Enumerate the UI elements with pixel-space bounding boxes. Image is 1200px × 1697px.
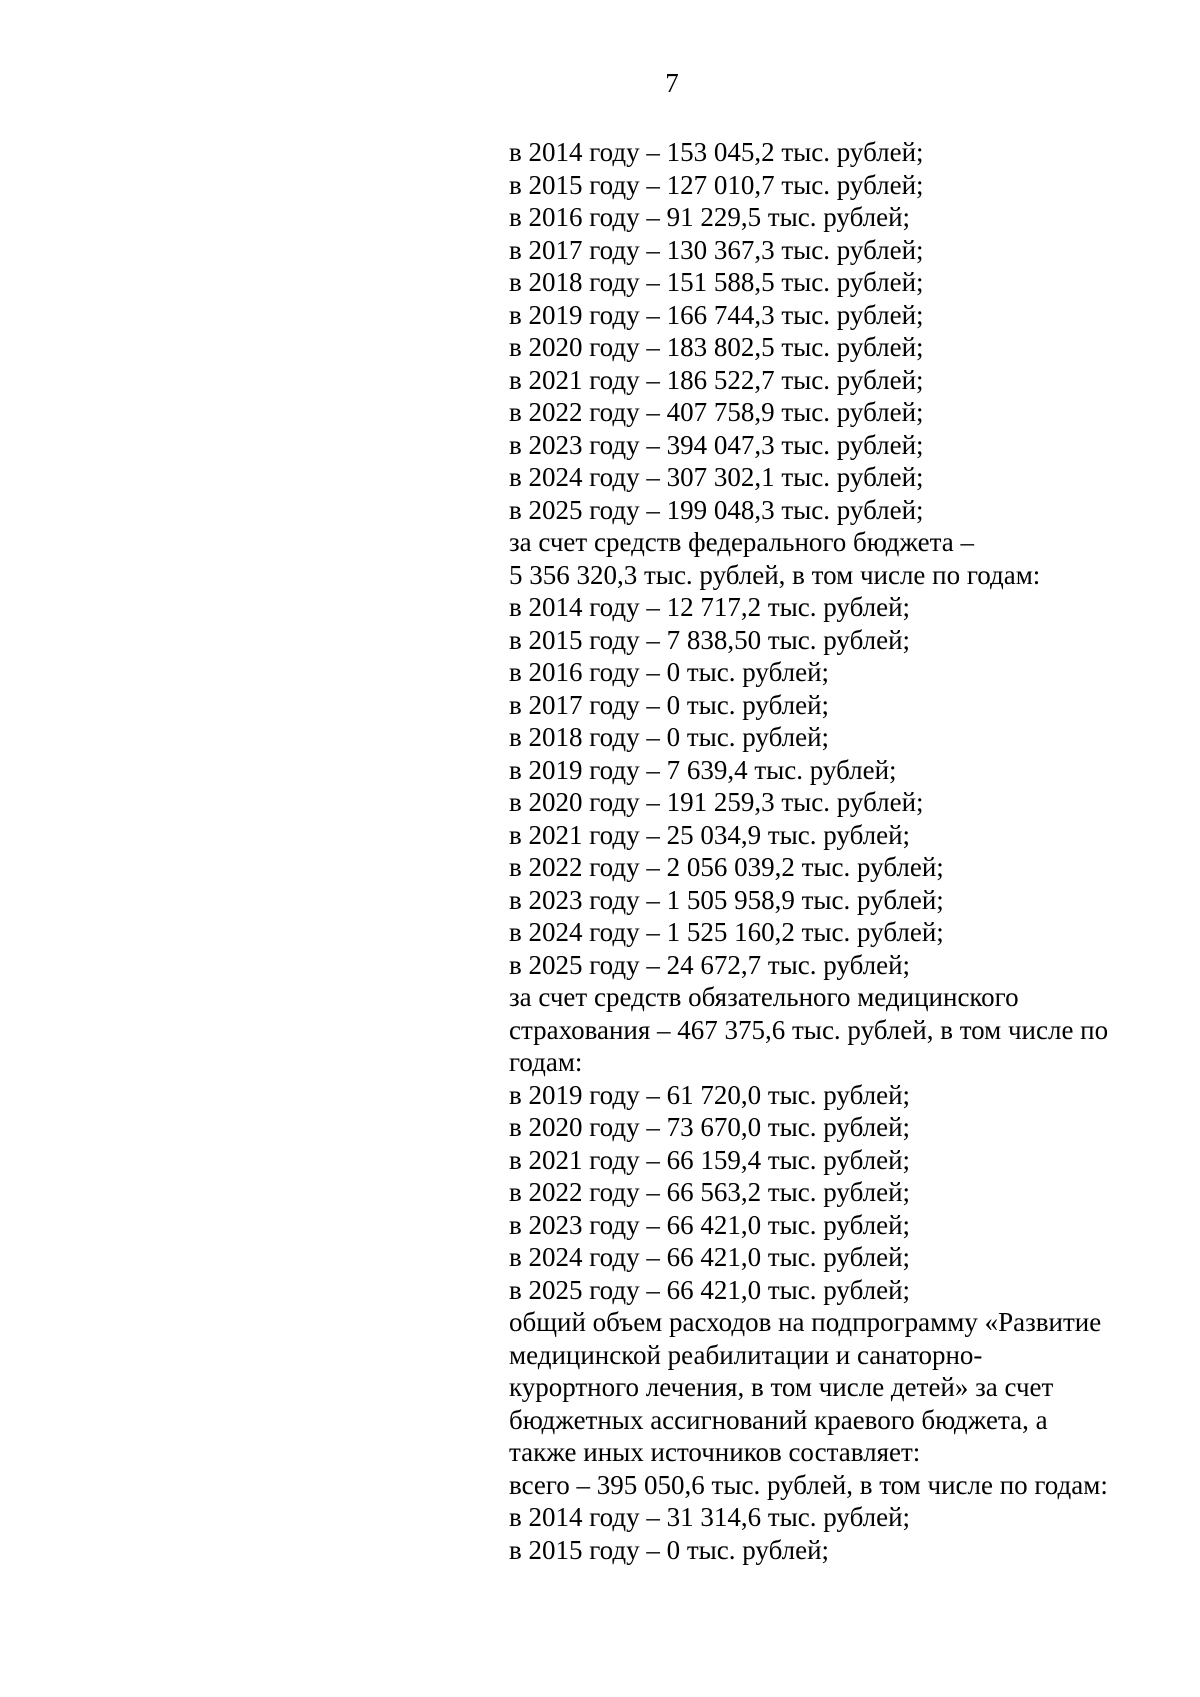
text-line: в 2019 году – 166 744,3 тыс. рублей; — [509, 299, 924, 330]
text-line: в 2022 году – 2 056 039,2 тыс. рублей; — [509, 852, 944, 882]
text-line: в 2020 году – 183 802,5 тыс. рублей; — [509, 332, 924, 362]
text-line: 5 356 320,3 тыс. рублей, в том числе по годам: — [509, 559, 1041, 590]
text-line: в 2021 году – 25 034,9 тыс. рублей; — [509, 819, 911, 850]
text-line: за счет средств обязательного медицинского — [509, 982, 1019, 1012]
text-line: в 2023 году – 1 505 958,9 тыс. рублей; — [509, 884, 944, 915]
text-line: в 2022 году – 407 758,9 тыс. рублей; — [509, 397, 924, 427]
text-line: курортного лечения, в том числе детей» за счет — [509, 1372, 1054, 1402]
text-line: в 2024 году – 66 421,0 тыс. рублей; — [509, 1242, 911, 1272]
text-line: в 2020 году – 191 259,3 тыс. рублей; — [509, 787, 924, 817]
text-line: в 2018 году – 151 588,5 тыс. рублей; — [509, 267, 924, 297]
text-line: в 2024 году – 1 525 160,2 тыс. рублей; — [509, 917, 944, 947]
text-line: общий объем расходов на подпрограмму «Развитие — [509, 1307, 1102, 1337]
text-line: в 2016 году – 91 229,5 тыс. рублей; — [509, 202, 911, 232]
page-number: 7 — [665, 68, 679, 98]
text-line: в 2025 году – 199 048,3 тыс. рублей; — [509, 494, 924, 525]
text-line: в 2023 году – 66 421,0 тыс. рублей; — [509, 1209, 911, 1240]
text-line: в 2014 году – 31 314,6 тыс. рублей; — [509, 1502, 911, 1532]
text-line: в 2022 году – 66 563,2 тыс. рублей; — [509, 1177, 911, 1207]
text-line: всего – 395 050,6 тыс. рублей, в том числе по годам: — [509, 1469, 1108, 1500]
text-line: страхования – 467 375,6 тыс. рублей, в том числе по — [509, 1014, 1109, 1045]
text-line: в 2015 году – 0 тыс. рублей; — [509, 1534, 830, 1565]
text-line: в 2023 году – 394 047,3 тыс. рублей; — [509, 429, 924, 460]
text-line: медицинской реабилитации и санаторно- — [509, 1339, 983, 1370]
text-line: в 2025 году – 66 421,0 тыс. рублей; — [509, 1274, 911, 1305]
text-line: в 2021 году – 186 522,7 тыс. рублей; — [509, 364, 924, 395]
text-line: также иных источников составляет: — [509, 1437, 921, 1467]
text-line: в 2018 году – 0 тыс. рублей; — [509, 722, 830, 752]
text-line: в 2015 году – 7 838,50 тыс. рублей; — [509, 624, 911, 655]
text-line: в 2014 году – 153 045,2 тыс. рублей; — [509, 137, 924, 167]
text-line: в 2019 году – 61 720,0 тыс. рублей; — [509, 1079, 911, 1110]
text-line: в 2014 году – 12 717,2 тыс. рублей; — [509, 592, 911, 622]
text-line: в 2019 году – 7 639,4 тыс. рублей; — [509, 754, 897, 785]
document-text-block — [509, 136, 1169, 1566]
text-line: в 2016 году – 0 тыс. рублей; — [509, 657, 830, 687]
text-line: в 2024 году – 307 302,1 тыс. рублей; — [509, 462, 924, 492]
text-line: в 2020 году – 73 670,0 тыс. рублей; — [509, 1112, 911, 1142]
text-line: в 2015 году – 127 010,7 тыс. рублей; — [509, 169, 924, 200]
text-line: в 2021 году – 66 159,4 тыс. рублей; — [509, 1144, 911, 1175]
text-line: в 2017 году – 130 367,3 тыс. рублей; — [509, 234, 924, 265]
text-line: в 2025 году – 24 672,7 тыс. рублей; — [509, 949, 911, 980]
text-line: годам: — [509, 1047, 583, 1077]
text-line: бюджетных ассигнований краевого бюджета, а — [509, 1404, 1048, 1435]
text-line: в 2017 году – 0 тыс. рублей; — [509, 689, 830, 720]
text-line: за счет средств федерального бюджета – — [509, 527, 974, 557]
